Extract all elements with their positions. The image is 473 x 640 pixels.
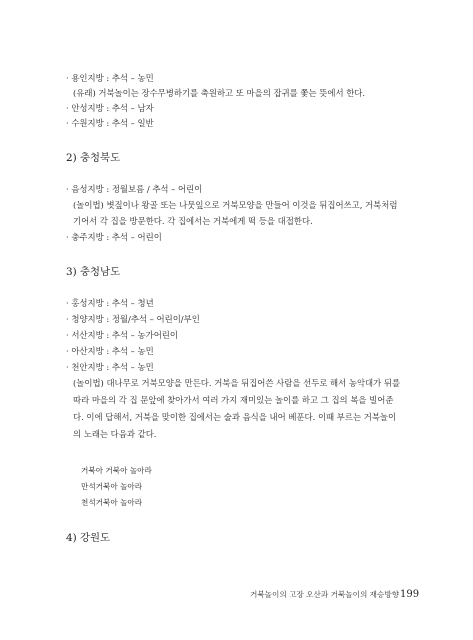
origin-note: (유래) 거북놀이는 장수무병하기를 축원하고 또 마을의 잡귀를 쫓는 뜻에서 한다. <box>73 88 366 98</box>
method-note: (놀이법) 대나무로 거북모양을 만든다. 거북을 뒤집어쓴 사람을 선두로 해서 농악대가 뒤를 <box>73 378 401 388</box>
song-line: 만석거북아 놀아라 <box>81 482 143 491</box>
section-heading-gangwon: 4) 강원도 <box>66 532 111 544</box>
list-item: · 안성지방 : 추석 – 남자 <box>66 103 154 113</box>
method-note-cont: 따라 마을의 각 집 문앞에 찾아가서 여러 가지 재미있는 놀이를 하고 그 집의 복을 빌어준 <box>73 395 394 405</box>
running-footer-title: 거북놀이의 고장 오산과 거북놀이의 재승방향 <box>250 590 400 599</box>
section-heading-chungbuk: 2) 충청북도 <box>66 152 121 164</box>
list-item: · 충주지방 : 추석 – 어린이 <box>66 232 162 242</box>
method-note-cont: 의 노래는 다음과 같다. <box>73 429 157 439</box>
method-note: (놀이법) 볏짚이나 왕골 또는 나뭇잎으로 거북모양을 만들어 이것을 뒤집어쓰고, 거북처럼 <box>73 200 398 210</box>
list-item: · 청양지방 : 정월/추석 – 어린이/부인 <box>66 314 200 324</box>
list-item: · 천안지방 : 추석 – 농민 <box>66 362 154 372</box>
page-number: 199 <box>400 589 420 600</box>
list-item: · 서산지방 : 추석 – 농가어린이 <box>66 330 178 340</box>
list-item: · 음성지방 : 정월보름 / 추석 – 어린이 <box>66 184 203 194</box>
list-item: · 수원지방 : 추석 – 일반 <box>66 118 154 128</box>
list-item: · 홍성지방 : 추석 – 청년 <box>66 298 154 308</box>
method-note-cont: 다. 이에 답해서, 거북을 맞이한 집에서는 술과 음식을 내어 베푼다. 이때 부르는 거북놀이 <box>73 412 397 422</box>
song-line: 천석거북아 놀아라 <box>81 498 143 507</box>
method-note-cont: 기어서 각 집을 방문한다. 각 집에서는 거북에게 떡 등을 대접한다. <box>73 216 313 226</box>
song-line: 거북아 거북아 놀아라 <box>81 466 152 475</box>
list-item: · 아산지방 : 추석 – 농민 <box>66 346 154 356</box>
list-item: · 용인지방 : 추석 – 농민 <box>66 73 154 83</box>
section-heading-chungnam: 3) 충청남도 <box>66 266 121 278</box>
